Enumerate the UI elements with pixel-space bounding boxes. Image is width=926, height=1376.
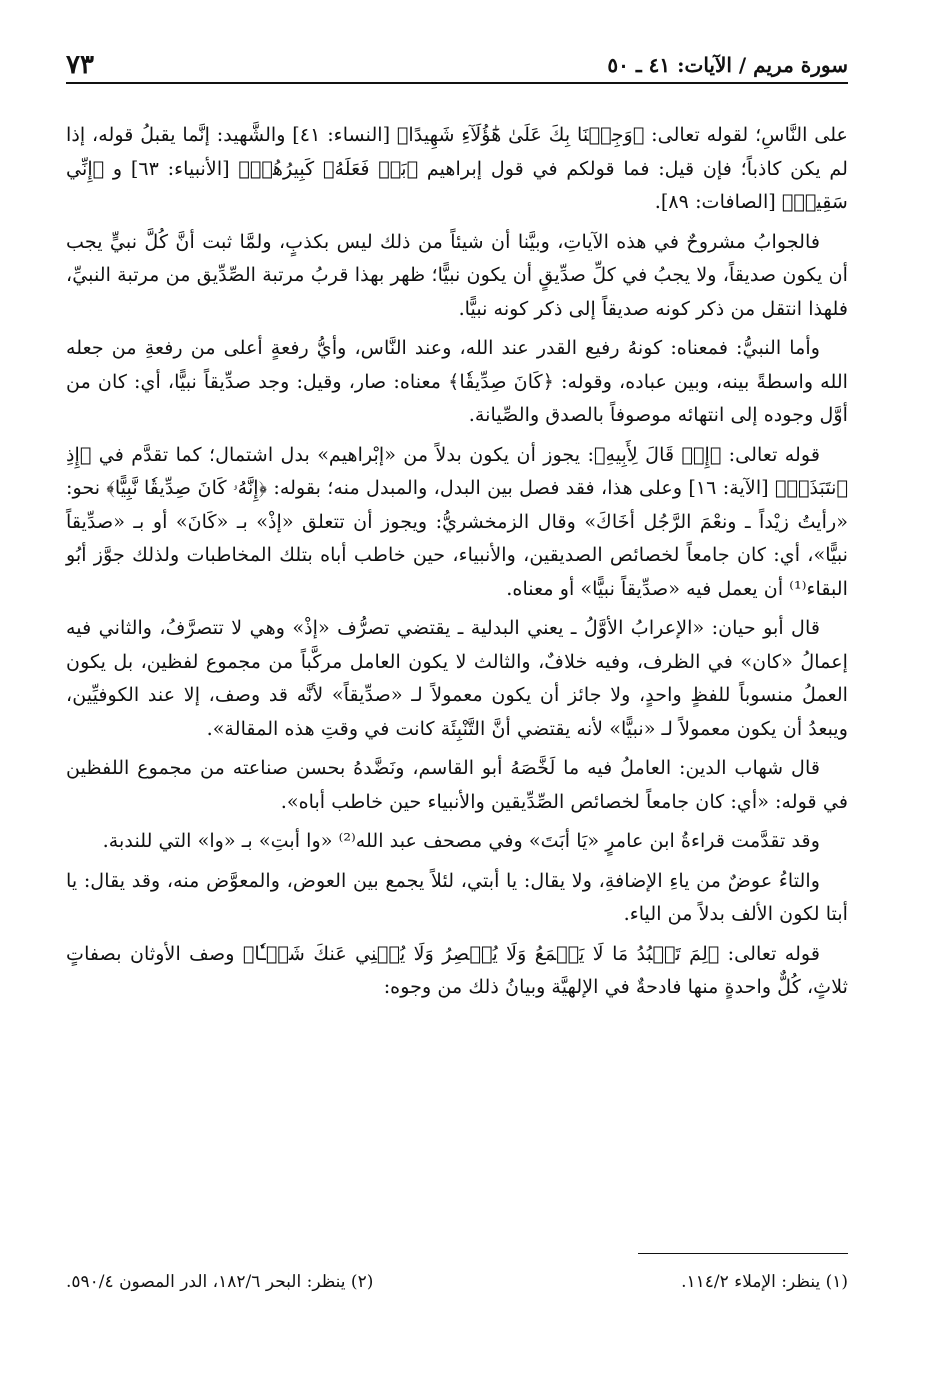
paragraph: وقد تقدَّمت قراءةُ ابن عامرٍ «يَا أبَتَ» وفي مصحف عبد الله⁽²⁾ «وا أبتِ» بـ «وا» التي للندبة.: [102, 829, 820, 852]
page-number: ٧٣: [66, 50, 94, 80]
paragraph: والتاءُ عوضٌ من ياءِ الإضافةِ، ولا يقال: يا أبتي، لئلاً يجمع بين العوض، والمعوَّض منه، وقد يقال: يا أبتا لكون الألف بدلاً من الياء.: [66, 868, 848, 925]
paragraph: وأما النبيُّ: فمعناه: كونهُ رفيع القدر عند الله، وعند النَّاس، وأيُّ رفعةٍ أعلى من رفعةِ من جعله الله واسطةً بينه، وبين عباده، وقوله: ﴿كَانَ صِدِّيقٗا﴾ معناه: صار، وقيل: وجد صدِّيقاً نبيًّا، أي: كان من أوَّل وجوده إلى انتهائه موصوفاً بالصدق والصِّيانة.: [66, 336, 848, 426]
footnote-1: (١) ينظر: الإملاء ١١٤/٢.: [681, 1272, 848, 1292]
main-text: [66, 118, 848, 1010]
paragraph: قال شهاب الدين: العاملُ فيه ما لَخَّصَهُ أبو القاسم، ونَضَّدهُ بحسن صناعته من مجموع اللفظين في قوله: «أي: كان جامعاً لخصائص الصِّدِّيقين والأنبياء حين خاطب أباه».: [66, 756, 848, 813]
paragraph: على النَّاسِ؛ لقوله تعالى: ﴿وَجِئۡنَا بِكَ عَلَىٰ هَٰٓؤُلَآءِ شَهِيدًا﴾ [النساء: ٤١] والشَّهيد: إنَّما يقبلُ قوله، إذا لم يكن كاذباً؛ فإن قيل: فما قولكم في قول إبراهيم ﴿بَلۡ فَعَلَهُۥ كَبِيرُهُمۡ﴾ [الأنبياء: ٦٣] و ﴿إِنِّي سَقِيمٞ﴾ [الصافات: ٨٩].: [66, 123, 848, 213]
paragraph: قوله تعالى: ﴿إِذۡ قَالَ لِأَبِيهِ﴾: يجوز أن يكون بدلاً من «إبْراهيم» بدل اشتمال؛ كما تقدَّم في ﴿إِذِ ٱنتَبَذَتۡ﴾ [الآية: ١٦] وعلى هذا، فقد فصل بين البدل، والمبدل منه؛ بقوله: ﴿إِنَّهُۥ كَانَ صِدِّيقٗا نَّبِيًّا﴾ نحو: «رأيتُ زيْداً ـ ونعْمَ الرَّجُل أخَاكَ» وقال الزمخشريُّ: ويجوز أن تتعلق «إذْ» بـ «كَانَ» أو بـ «صدِّيقاً نبيًّا»، أي: كان جامعاً لخصائص الصديقين، والأنبياء، حين خاطب أباه بتلك المخاطبات ولذلك جوَّز أبُو البقاء⁽¹⁾ أن يعمل فيه «صدِّيقاً نبيًّا» أو معناه.: [66, 442, 848, 600]
paragraph: قال أبو حيان: «الإعرابُ الأوَّلُ ـ يعني البدلية ـ يقتضي تصرُّف «إذْ» وهي لا تتصرَّفُ، والثاني فيه إعمالُ «كان» في الظرف، وفيه خلافٌ، والثالث لا يكون العامل مركَّباً من مجموع لفظين، بل يكون العملُ منسوباً للفظٍ واحدٍ، ولا جائز أن يكون معمولاً لـ «صدِّيقاً» لأنَّه قد وصف، إلا عند الكوفيِّين، ويبعدُ أن يكون معمولاً لـ «نبيًّا» لأنه يقتضي أنَّ التَّنْبِئَة كانت في وقتِ هذه المقالة».: [66, 616, 848, 740]
footnote-2: (٢) ينظر: البحر ١٨٢/٦، الدر المصون ٥٩٠/٤.: [66, 1272, 374, 1292]
paragraph: فالجوابُ مشروحٌ في هذه الآياتِ، وبيَّنا أن شيئاً من ذلك ليس بكذبٍ، ولمَّا ثبت أنَّ كُلَّ نبيٍّ يجب أن يكون صديقاً، ولا يجبُ في كلِّ صدِّيقٍ أن يكون نبيًّا؛ ظهر بهذا قربُ مرتبة الصِّدِّيق من مرتبة النبيِّ، فلهذا انتقل من ذكر كونه صديقاً إلى ذكر كونه نبيًّا.: [66, 229, 848, 320]
paragraph: قوله تعالى: ﴿لِمَ تَعۡبُدُ مَا لَا يَسۡمَعُ وَلَا يُبۡصِرُ وَلَا يُغۡنِي عَنكَ شَيۡـٔٗا﴾ وصف الأوثان بصفاتٍ ثلاثٍ، كُلٌّ واحدةٍ منها فادحةٌ في الإلهيَّة وبيانُ ذلك من وجوه:: [66, 941, 848, 998]
footnote-divider: [638, 1253, 848, 1254]
page-header: [66, 48, 848, 84]
running-title: سورة مريم / الآيات: ٤١ ـ ٥٠: [607, 53, 848, 77]
footnotes: [66, 1272, 848, 1292]
